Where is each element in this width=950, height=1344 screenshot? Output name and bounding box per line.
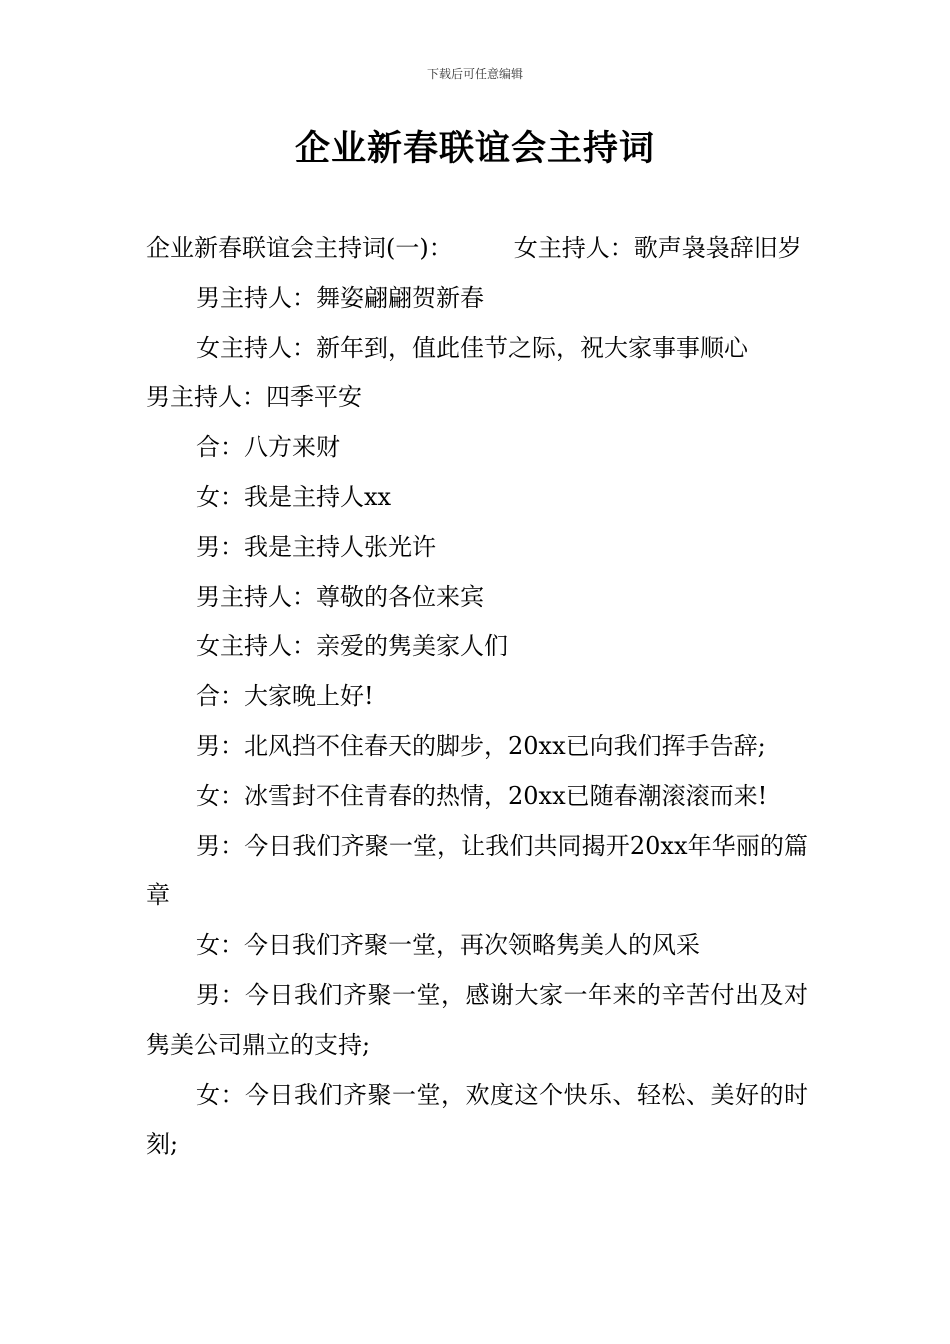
- header-note: 下载后可任意编辑: [426, 67, 523, 81]
- paragraph: 合：八方来财: [196, 433, 340, 462]
- paragraph: 女：今日我们齐聚一堂，欢度这个快乐、轻松、美好的时刻;: [146, 1080, 808, 1159]
- paragraph: 男：北风挡不住春天的脚步，20xx已向我们挥手告辞;: [196, 731, 766, 760]
- paragraph: 女：我是主持人xx: [196, 482, 392, 511]
- paragraph: 男：今日我们齐聚一堂，让我们共同揭开20xx年华丽的篇章: [146, 831, 808, 910]
- paragraph: 女：今日我们齐聚一堂，再次领略隽美人的风采: [196, 931, 700, 960]
- document-title: 企业新春联谊会主持词: [294, 129, 655, 169]
- paragraph: 企业新春联谊会主持词(一)： 女主持人：歌声袅袅辞旧岁: [146, 234, 802, 262]
- paragraph: 女主持人：亲爱的隽美家人们: [196, 632, 508, 661]
- paragraph: 男主持人：舞姿翩翩贺新春: [196, 283, 484, 312]
- paragraph: 男：我是主持人张光许: [196, 532, 436, 561]
- paragraph: 合：大家晚上好!: [196, 682, 374, 711]
- paragraph: 女主持人：新年到，值此佳节之际，祝大家事事顺心: [196, 333, 748, 362]
- paragraph: 男主持人：尊敬的各位来宾: [196, 582, 484, 611]
- document-body: [146, 224, 808, 1170]
- paragraph: 女：冰雪封不住青春的热情，20xx已随春潮滚滚而来!: [196, 781, 768, 810]
- paragraph: 男：今日我们齐聚一堂，感谢大家一年来的辛苦付出及对隽美公司鼎立的支持;: [146, 980, 808, 1059]
- paragraph: 男主持人：四季平安: [146, 383, 362, 412]
